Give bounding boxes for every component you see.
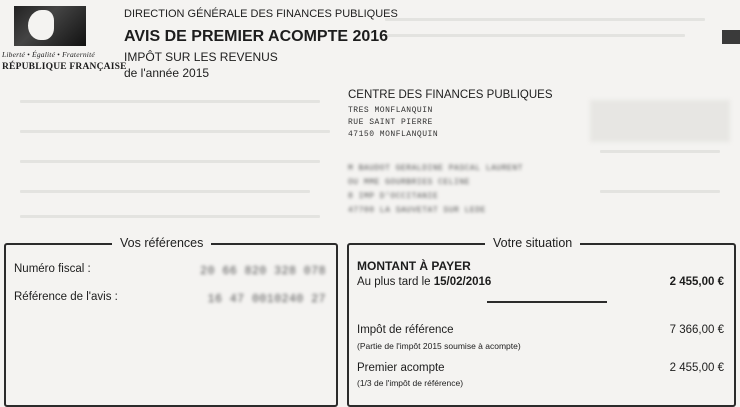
- fiscal-number-label: Numéro fiscal :: [14, 263, 91, 275]
- tax-type: IMPÔT SUR LES REVENUS: [124, 50, 278, 64]
- deadline-line: [357, 276, 491, 288]
- background-scan-line: [20, 215, 320, 218]
- centre-title: CENTRE DES FINANCES PUBLIQUES: [348, 89, 553, 101]
- recipient-line: OU MME GOURBRIES CELINE: [348, 178, 470, 187]
- references-legend: Vos références: [112, 236, 211, 250]
- references-panel: [4, 236, 338, 407]
- deadline-date: 15/02/2016: [433, 276, 492, 288]
- first-installment-label: Premier acompte: [357, 362, 445, 374]
- background-scan-line: [600, 150, 720, 153]
- recipient-line: M BAUDOT GERALDINE PASCAL LAURENT: [348, 164, 523, 173]
- republique-logo: [0, 4, 127, 78]
- background-scan-line: [20, 190, 310, 193]
- situation-panel: [347, 236, 736, 407]
- avis-reference-value: 16 47 0010240 27: [207, 293, 326, 306]
- reference-tax-note: (Partie de l'impôt 2015 soumise à acompte): [357, 341, 521, 351]
- amount-due-value: 2 455,00 €: [669, 276, 724, 288]
- recipient-line: 8 IMP D'OCCITANIE: [348, 192, 439, 201]
- background-scan-line: [20, 100, 320, 103]
- situation-legend: Votre situation: [485, 236, 580, 250]
- section-divider: [487, 301, 607, 303]
- background-scan-line: [385, 34, 685, 37]
- reference-tax-label: Impôt de référence: [357, 324, 454, 336]
- first-installment-note: (1/3 de l'impôt de référence): [357, 378, 464, 388]
- redaction-block: [590, 100, 730, 142]
- logo-motto: Liberté • Égalité • Fraternité: [2, 50, 95, 59]
- centre-address-line: RUE SAINT PIERRE: [348, 118, 433, 127]
- tax-year: de l'année 2015: [124, 66, 210, 80]
- avis-reference-label: Référence de l'avis :: [14, 291, 118, 303]
- logo-republic-name: RÉPUBLIQUE FRANÇAISE: [2, 62, 127, 72]
- document-title: AVIS DE PREMIER ACOMPTE 2016: [124, 28, 389, 45]
- amount-due-label: MONTANT À PAYER: [357, 259, 471, 273]
- first-installment-value: 2 455,00 €: [669, 362, 724, 374]
- recipient-line: 47700 LA SAUVETAT SUR LEDE: [348, 206, 486, 215]
- fiscal-number-value: 20 66 820 328 078: [200, 265, 326, 278]
- centre-address-line: 47150 MONFLANQUIN: [348, 130, 439, 139]
- background-scan-line: [20, 160, 320, 163]
- centre-address-line: TRES MONFLANQUIN: [348, 106, 433, 115]
- background-scan-line: [20, 130, 330, 133]
- background-scan-line: [600, 190, 720, 193]
- background-scan-line: [385, 18, 705, 21]
- issuer-name: DIRECTION GÉNÉRALE DES FINANCES PUBLIQUES: [124, 8, 398, 20]
- marianne-profile-icon: [28, 10, 54, 40]
- scan-edge-mark: [722, 30, 740, 44]
- deadline-prefix: Au plus tard le: [357, 276, 434, 288]
- reference-tax-value: 7 366,00 €: [669, 324, 724, 336]
